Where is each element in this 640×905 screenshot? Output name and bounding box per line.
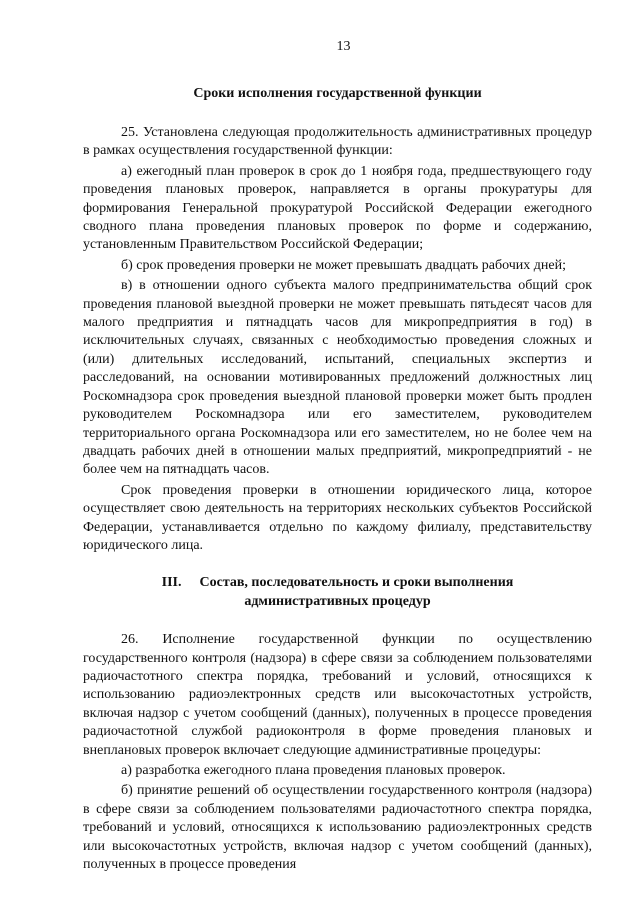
paragraph-25-v: в) в отношении одного субъекта малого предпринимательства общий срок проведения плановой выездной проверки не может превышать пятьдесят часов для малого предприятия и пятнадцать часов для микропредприятия в год) в исключительных случаях, связанных с необходимостью проведения сложных и (или) длительных исследований, испытаний, специальных экспертиз и расследований, на основании мотивированных предложений должностных лиц Роскомнадзора срок проведения выездной плановой проверки может быть продлен руководителем Роскомнадзора или его заместителем, руководителем территориального органа Роскомнадзора или его заместителем, но не более чем на двадцать рабочих дней в отношении малых предприятий, микропредприятий - не более чем на пятнадцать часов. <box>83 278 592 478</box>
section-iii-title-line1: Состав, последовательность и сроки выполнения <box>199 575 514 591</box>
section-iii-number: III. <box>161 575 182 591</box>
paragraph-26-a: а) разработка ежегодного плана проведения плановых проверок. <box>121 763 506 778</box>
paragraph-25-tail: Срок проведения проверки в отношении юридического лица, которое осуществляет свою деятельность на территориях нескольких субъектов Российской Федерации, устанавливается отдельно по каждому филиалу, представительству юридического лица. <box>83 482 592 553</box>
paragraph-26-intro: 26. Исполнение государственной функции по осуществлению государственного контроля (надзора) в сфере связи за соблюдением пользователями радиочастотного спектра порядка, требований и условий, относящихся к использованию радиоэлектронных средств или высокочастотных устройств, включая надзор с учетом сообщений (данных), полученных в процессе проведения радиочастотной службой радиоконтроля в форме проведения плановых и внеплановых проверок включает следующие административные процедуры: <box>83 632 592 758</box>
section-heading-deadlines: Сроки исполнения государственной функции <box>193 86 482 101</box>
page-number: 13 <box>336 39 351 54</box>
paragraph-25-a: а) ежегодный план проверок в срок до 1 ноября года, предшествующего году проведения плановых проверок, направляется в органы прокуратуры для формирования Генеральной прокуратурой Российской Федерации ежегодного сводного плана проведения плановых проверок по форме и содержанию, установленным Правительством Российской Федерации; <box>83 163 592 253</box>
paragraph-25-b: б) срок проведения проверки не может превышать двадцать рабочих дней; <box>121 257 566 273</box>
section-iii-title-line2: административных процедур <box>244 593 431 609</box>
section-iii-heading <box>83 574 592 611</box>
paragraph-25-intro: 25. Установлена следующая продолжительность административных процедур в рамках осуществления государственной функции: <box>83 125 592 159</box>
paragraph-26-b: б) принятие решений об осуществлении государственного контроля (надзора) в сфере связи за соблюдением пользователями радиочастотного спектра порядка, требований и условий, относящихся к использованию радиоэлектронных средств или высокочастотных устройств, включая надзор с учетом сообщений (данных), полученных в процессе проведения <box>83 783 592 873</box>
